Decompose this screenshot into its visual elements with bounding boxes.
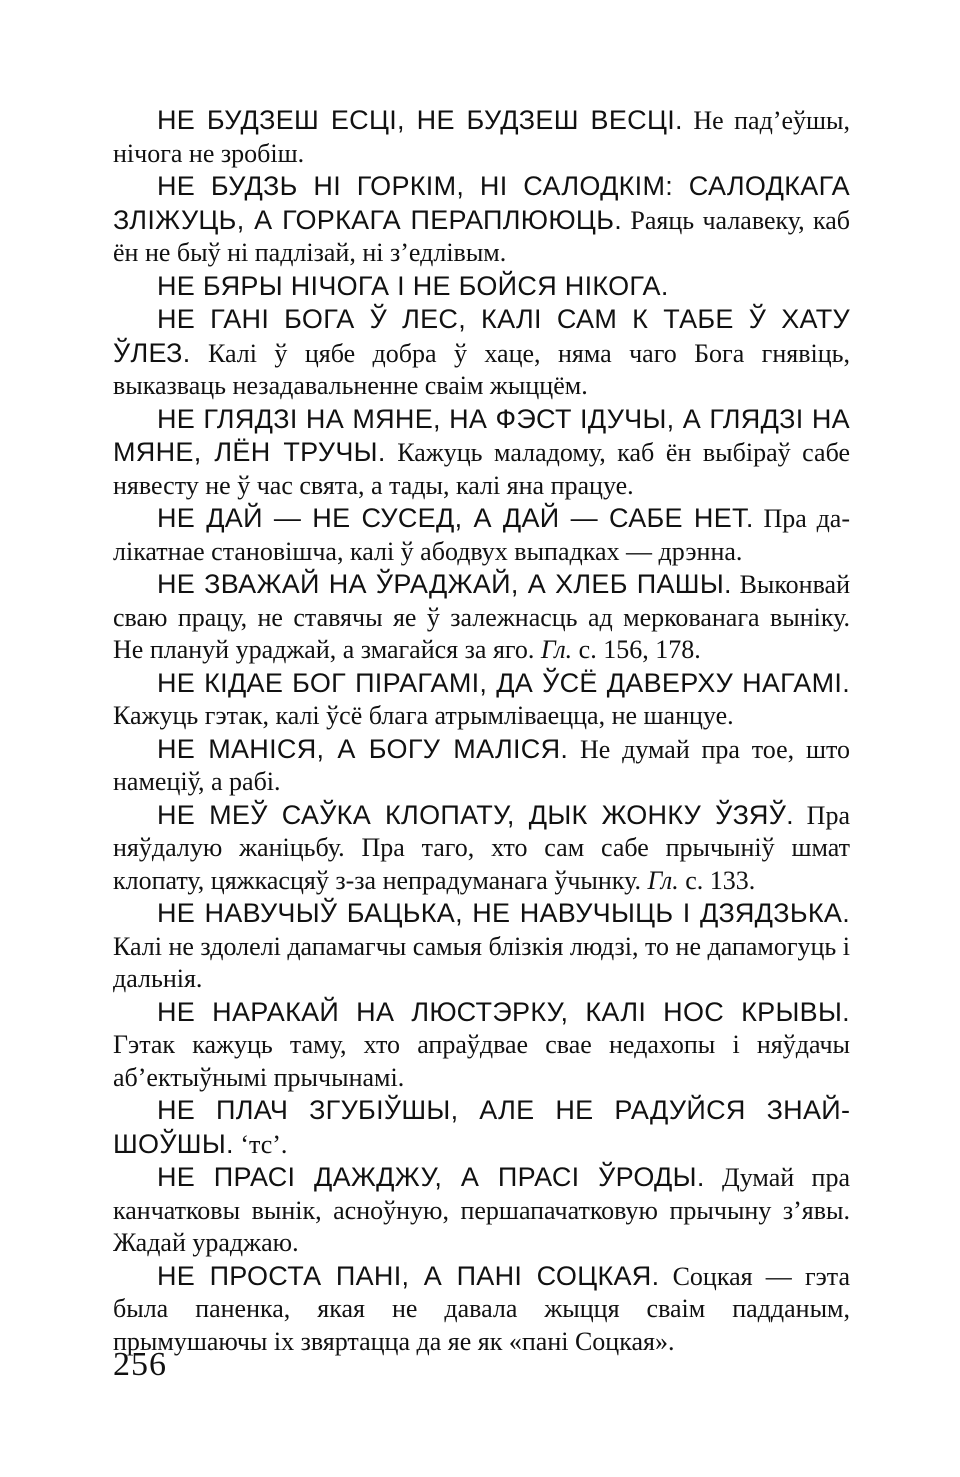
entry-definition: Пра няўдалую жаніцьбу. Пра таго, хто сам сабе прычыніў шмат клопату, цяжкасцяў з-за непрадуманага ўчынку. <box>113 800 850 895</box>
entry-10 <box>113 799 850 898</box>
entry-4 <box>113 303 850 403</box>
entry-headword: НЕ БЯРЫ НІЧОГА І НЕ БОЙСЯ НІКОГА. <box>157 270 669 301</box>
entry-definition: Думай пра канчатковы вынік, асноўную, першапачатковую прычыну з’явы. Жадай ураджаю. <box>113 1163 851 1257</box>
entry-reference-pages: с. 133. <box>685 865 756 895</box>
entry-1 <box>113 104 850 170</box>
entry-cross-reference: Гл. <box>647 865 679 895</box>
entry-reference-pages: с. 156, 178. <box>578 635 701 664</box>
entry-definition: Пра далікатнае становішча, калі ў абодвух выпадках — дрэнна. <box>113 504 851 566</box>
entry-definition: Раяць чалавеку, каб ён не быў ні падлізай, ні з’едлівым. <box>113 205 851 267</box>
entry-definition: Соцкая — гэта была паненка, якая не давала жыцця сваім падданым, прымушаючы іх звяртацца да яе як «пані Соцкая». <box>113 1261 850 1356</box>
entry-headword: НЕ ГЛЯДЗІ НА МЯНЕ, НА ФЭСТ ІДУЧЫ, А ГЛЯДЗІ НА МЯНЕ, ЛЁН ТРУЧЫ. <box>113 403 850 467</box>
entry-headword: НЕ КІДАЕ БОГ ПІРАГАМІ, ДА ЎСЁ ДАВЕРХУ НАГАМІ. <box>157 667 850 698</box>
entry-12 <box>113 996 850 1095</box>
dictionary-page <box>113 104 850 1358</box>
entry-headword: НЕ МАНІСЯ, А БОГУ МАЛІСЯ. <box>157 733 569 764</box>
entry-definition: Кажуць маладому, каб ён выбіраў сабе нявесту не ў час свята, а тады, калі яна працуе. <box>113 438 850 500</box>
page-number: 256 <box>113 1346 167 1383</box>
entry-headword: НЕ ГАНІ БОГА Ў ЛЕС, КАЛІ САМ К ТАБЕ Ў ХАТУ ЎЛЕЗ. <box>113 304 850 368</box>
entry-headword: НЕ БУДЗЬ НІ ГОРКІМ, НІ САЛОДКІМ: САЛОДКАГА ЗЛІЖУЦЬ, А ГОРКАГА ПЕРАПЛЮЮЦЬ. <box>113 171 850 235</box>
entry-3 <box>113 270 850 304</box>
entry-11 <box>113 897 850 996</box>
entry-2 <box>113 170 850 270</box>
entry-9 <box>113 733 850 799</box>
entry-headword: НЕ ПРОСТА ПАНІ, А ПАНІ СОЦКАЯ. <box>157 1260 660 1291</box>
entry-13 <box>113 1094 850 1161</box>
entry-definition: Калі ў цябе добра ў хаце, няма чаго Бога гнявіць, выказваць незадавальненне сваім жыццём. <box>113 338 850 400</box>
entry-14 <box>113 1161 850 1260</box>
entry-definition: Выконвай сваю працу, не ставячы яе ў залежнасць ад меркованага выніку. Не плануй ураджай, а змагайся за яго. <box>113 570 850 664</box>
entry-headword: НЕ НАВУЧЫЎ БАЦЬКА, НЕ НАВУЧЫЦЬ І ДЗЯДЗЬКА. <box>157 898 850 928</box>
entry-definition: Кажуць гэтак, калі ўсё блага атрымліваецца, не шанцуе. <box>113 701 734 730</box>
entry-definition: Не пад’еўшы, нічога не зробіш. <box>113 106 851 168</box>
entry-definition: Гэтак кажуць таму, хто апраўдвае свае недахопы і няўдачы аб’ектыўнымі прычынамі. <box>113 1030 850 1092</box>
entry-5 <box>113 403 850 503</box>
entry-definition: Калі не здолелі дапамагчы самыя блізкія людзі, то не дапамогуць і дальнія. <box>113 931 850 993</box>
entry-headword: НЕ НАРАКАЙ НА ЛЮСТЭРКУ, КАЛІ НОС КРЫВЫ. <box>157 996 850 1027</box>
entry-8 <box>113 667 850 733</box>
entry-headword: НЕ МЕЎ САЎКА КЛОПАТУ, ДЫК ЖОНКУ ЎЗЯЎ. <box>157 799 794 830</box>
entry-definition: ‘тс’. <box>240 1129 288 1159</box>
entry-cross-reference: Гл. <box>540 635 573 664</box>
entry-headword: НЕ ПЛАЧ ЗГУБІЎШЫ, АЛЕ НЕ РАДУЙСЯ ЗНАЙШОЎШЫ. <box>113 1095 850 1159</box>
entry-definition: Не думай пра тое, што намеціў, а рабі. <box>113 734 850 796</box>
entry-headword: НЕ ДАЙ — НЕ СУСЕД, А ДАЙ — САБЕ НЕТ. <box>157 503 754 533</box>
entry-headword: НЕ ЗВАЖАЙ НА ЎРАДЖАЙ, А ХЛЕБ ПАШЫ. <box>157 569 732 599</box>
entry-7 <box>113 568 850 667</box>
entry-headword: НЕ ПРАСІ ДАЖДЖУ, А ПРАСІ ЎРОДЫ. <box>157 1162 705 1192</box>
entry-6 <box>113 502 850 568</box>
entry-headword: НЕ БУДЗЕШ ЕСЦІ, НЕ БУДЗЕШ ВЕСЦІ. <box>157 105 683 135</box>
entry-15 <box>113 1260 850 1359</box>
